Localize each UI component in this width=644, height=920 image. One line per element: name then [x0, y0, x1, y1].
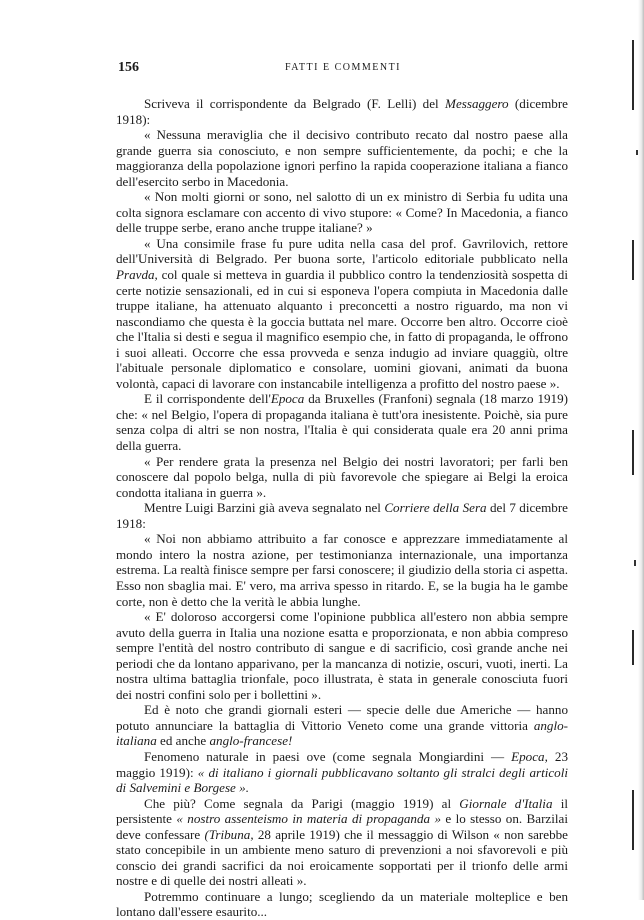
paragraph: [116, 96, 568, 127]
italic-run: (Tribuna,: [204, 826, 254, 842]
body-text: [116, 96, 568, 920]
page-header: [118, 60, 568, 82]
text-run: ed anche: [156, 733, 210, 749]
italic-run: Pravda,: [116, 267, 158, 283]
text-run: il persistente: [116, 795, 568, 827]
paragraph: [116, 531, 568, 609]
italic-run: « nostro assenteismo in materia di propaganda »: [176, 811, 441, 827]
italic-run: Epoca: [270, 391, 305, 407]
scan-edge-mark: [632, 630, 634, 665]
paragraph: [116, 609, 568, 702]
paragraph: [116, 189, 568, 236]
text-run: da Bruxelles (Franfoni) segnala (18 marzo 1919) che: « nel Belgio, l'opera di propaganda italiana è tutt'ora inesistente. Poichè, sia pure senza colpa di altri se non nostra, l'Italia è qui considerata quale era 20 anni prima della guerra.: [116, 391, 569, 454]
italic-run: Epoca,: [511, 748, 548, 764]
paragraph: [116, 391, 568, 453]
text-run: (dicembre 1918):: [116, 96, 568, 127]
text-run: Fenomeno naturale in paesi ove (come segnala Mongiardini —: [144, 748, 512, 764]
italic-run: Giornale d'Italia: [459, 795, 553, 811]
italic-run: anglo-italiana: [116, 717, 568, 749]
paragraph: [116, 749, 568, 796]
text-run: Scriveva il corrispondente da Belgrado (F. Lelli) del: [144, 96, 446, 111]
text-run: « Non molti giorni or sono, nel salotto di un ex ministro di Serbia fu udita una colta signora esclamare con accento di vivo stupore: « Come? In Macedonia, a fianco delle truppe serbe, erano anche truppe italiane? »: [116, 189, 568, 236]
italic-run: Messaggero: [445, 96, 509, 111]
scan-edge-mark: [632, 40, 634, 110]
paragraph: [116, 889, 568, 920]
italic-run: « di italiano i giornali pubblicavano soltanto gli stralci degli articoli di Salvemini e Borgese ».: [116, 764, 568, 796]
text-run: « Una consimile frase fu pure udita nella casa del prof. Gavrilovich, rettore dell'Università di Belgrado. Per buona sorte, l'articolo editoriale pubblicato nella: [116, 235, 568, 267]
scan-edge-mark: [632, 790, 634, 850]
paragraph: [116, 500, 568, 531]
italic-run: anglo-francese!: [209, 733, 293, 749]
text-run: « Per rendere grata la presenza nel Belgio dei nostri lavoratori; per farli ben conoscere dal popolo belga, nulla di più favorevole che spiegare ai Belgi la eroica condotta italiana in guerra ».: [116, 453, 568, 500]
page-number: 156: [118, 60, 139, 75]
running-title: FATTI E COMMENTI: [284, 62, 402, 73]
text-run: Mentre Luigi Barzini già aveva segnalato nel: [144, 500, 385, 516]
text-run: « E' doloroso accorgersi come l'opinione pubblica all'estero non abbia sempre avuto della guerra in Italia una nozione esatta e proporzionata, e non abbia compreso sempre l'entità del nostro contributo di sangue e di sacrificio, così grande anche nei periodi che da lontano apparivano, per la mancanza di notizie, oscuri, vuoti, inerti. La nostra ultima battaglia trionfale, poco illustrata, è stata in generale conosciuta fuori dei nostri confini solo per i bollettini ».: [116, 609, 568, 702]
text-run: « Noi non abbiamo attribuito a far conosce e apprezzare immediatamente al mondo intero la nostra azione, per testimonianza internazionale, una importanza estrema. La realtà finisce sempre per farsi conoscere; il giudizio della storia ci aspetta. Esso non sbaglia mai. E' vero, ma arriva spesso in ritardo. E, se la bugia ha le gambe corte, non è detto che la verità le abbia lunghe.: [116, 531, 568, 609]
text-run: Ed è noto che grandi giornali esteri — specie delle due Americhe — hanno potuto annunciare la battaglia di Vittorio Veneto come una grande vittoria: [116, 702, 568, 733]
paragraph: [116, 236, 568, 391]
scan-speck: [634, 560, 636, 566]
text-run: del 7 dicembre 1918:: [116, 500, 568, 531]
scan-edge-mark: [632, 240, 634, 280]
text-run: 28 aprile 1919) che il messaggio di Wilson « non sarebbe stato concepibile in un ambiente meno saturo di prevenzioni a noi sfavorevoli e più conscio dei grandi sacrifici da noi eroicamente sopportati per il trionfo delle armi nostre e di quelle dei nostri alleati ».: [116, 826, 568, 889]
text-run: 23 maggio 1919):: [116, 748, 568, 780]
text-run: E il corrispondente dell': [144, 391, 271, 407]
italic-run: Corriere della Sera: [384, 500, 487, 516]
text-run: col quale si metteva in guardia il pubblico contro la tendenziosità sospetta di certe notizie sensazionali, ed in cui si esponeva l'opera compiuta in Macedonia dalle truppe italiane, ha attenuato alquanto i preconcetti a nostro riguardo, ma non vi nascondiamo che questa è la goccia buttata nel mare. Occorre ben altro. Occorre cioè che l'Italia si desti e segua il magnifico esempio che, in fatto di propaganda, le offrono i suoi alleati. Occorre che essa provveda e senza indugio ad inviare quaggiù, oltre l'abituale personale diplomatico e consolare, uomini giovani, animati da buona volontà, capaci di lavorare con instancabile intelligenza a profitto del nostro paese ».: [116, 267, 568, 391]
page-edge-shadow: [638, 0, 644, 900]
scan-speck: [636, 150, 638, 155]
paragraph: [116, 127, 568, 189]
text-run: e lo stesso on. Barzilai deve confessare: [116, 811, 568, 842]
paragraph: [116, 702, 568, 749]
text-run: Potremmo continuare a lungo; scegliendo da un materiale molteplice e ben lontano dall'essere esaurito...: [116, 888, 568, 920]
scan-edge-mark: [632, 430, 634, 475]
text-run: Che più? Come segnala da Parigi (maggio 1919) al: [144, 795, 460, 811]
text-run: « Nessuna meraviglia che il decisivo contributo recato dal nostro paese alla grande guerra sia conosciuto, e non sempre sufficientemente, da pochi; e che la maggioranza della popolazione ignori perfino la rapida cooperazione italiana a fianco dell'esercito serbo in Macedonia.: [116, 127, 568, 189]
paragraph: [116, 796, 568, 889]
paragraph: [116, 454, 568, 501]
